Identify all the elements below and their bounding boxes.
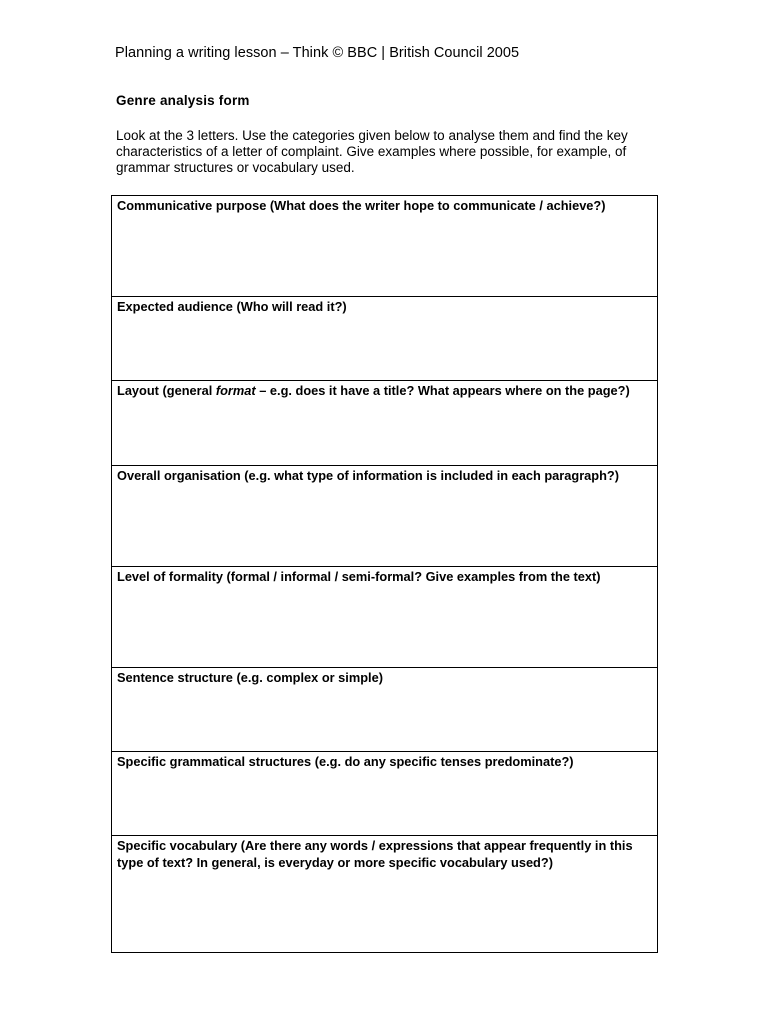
table-row <box>112 836 658 953</box>
category-label: Specific vocabulary (Are there any words / expressions that appear frequently in this type of text? In general, is everyday or more specific vocabulary used?) <box>117 838 633 870</box>
category-specific-vocabulary[interactable] <box>112 836 658 953</box>
category-label: Overall organisation (e.g. what type of information is included in each paragraph?) <box>117 468 619 483</box>
table-row <box>112 297 658 381</box>
category-grammatical-structures[interactable] <box>112 752 658 836</box>
form-title: Genre analysis form <box>116 93 250 108</box>
genre-analysis-table <box>111 195 658 953</box>
instructions-text: Look at the 3 letters. Use the categories given below to analyse them and find the key characteristics of a letter of complaint. Give examples where possible, for example, of grammar structures or vocabulary used. <box>116 128 628 175</box>
category-layout[interactable] <box>112 381 658 466</box>
table-row <box>112 567 658 668</box>
table-row <box>112 752 658 836</box>
category-level-of-formality[interactable] <box>112 567 658 668</box>
category-label-italic: format <box>215 383 256 398</box>
page-header: Planning a writing lesson – Think © BBC | British Council 2005 <box>115 45 520 61</box>
category-label: Sentence structure (e.g. complex or simple) <box>117 670 383 685</box>
category-communicative-purpose[interactable] <box>112 196 658 297</box>
category-label: Expected audience (Who will read it?) <box>117 299 347 314</box>
category-label: Level of formality (formal / informal / semi-formal? Give examples from the text) <box>117 569 601 584</box>
instructions <box>116 128 656 176</box>
table-row <box>112 196 658 297</box>
category-label: Layout (general <box>117 383 216 398</box>
table-row <box>112 381 658 466</box>
category-overall-organisation[interactable] <box>112 466 658 567</box>
table-row <box>112 466 658 567</box>
category-label: Specific grammatical structures (e.g. do any specific tenses predominate?) <box>117 754 574 769</box>
category-label: – e.g. does it have a title? What appears where on the page?) <box>255 383 630 398</box>
table-row <box>112 668 658 752</box>
category-sentence-structure[interactable] <box>112 668 658 752</box>
category-label: Communicative purpose (What does the writer hope to communicate / achieve?) <box>117 198 606 213</box>
category-expected-audience[interactable] <box>112 297 658 381</box>
